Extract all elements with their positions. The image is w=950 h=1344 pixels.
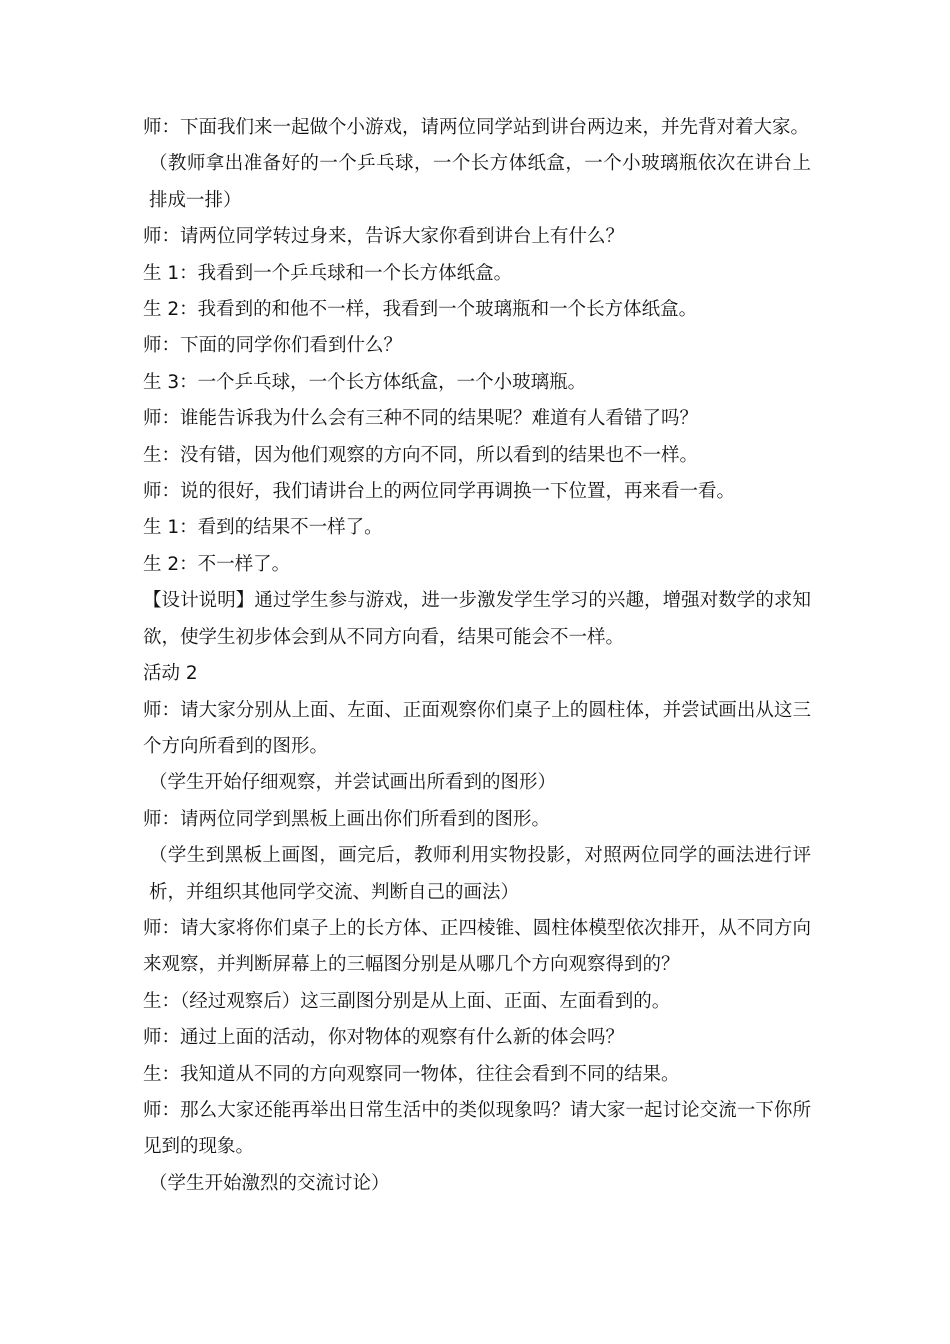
paragraph: 师：请两位同学转过身来，告诉大家你看到讲台上有什么？ xyxy=(143,226,625,248)
paragraph: 师：请两位同学到黑板上画出你们所看到的图形。 xyxy=(143,808,551,830)
paragraph: （学生开始仔细观察，并尝试画出所看到的图形） xyxy=(149,772,557,794)
lesson-transcript xyxy=(143,110,811,1202)
paragraph: （学生到黑板上画图，画完后，教师利用实物投影，对照两位同学的画法进行评析，并组织其他同学交流、判断自己的画法） xyxy=(149,845,811,903)
paragraph: （教师拿出准备好的一个乒乓球，一个长方体纸盒，一个小玻璃瓶依次在讲台上排成一排） xyxy=(149,153,811,211)
paragraph: 生：我知道从不同的方向观察同一物体，往往会看到不同的结果。 xyxy=(143,1063,680,1085)
paragraph: 师：请大家将你们桌子上的长方体、正四棱锥、圆柱体模型依次排开，从不同方向来观察，并判断屏幕上的三幅图分别是从哪几个方向观察得到的？ xyxy=(143,917,811,976)
design-note: 【设计说明】通过学生参与游戏，进一步激发学生学习的兴趣，增强对数学的求知欲，使学生初步体会到从不同方向看，结果可能会不一样。 xyxy=(143,590,811,648)
paragraph: 师：下面的同学你们看到什么？ xyxy=(143,335,403,357)
paragraph: 生：（经过观察后）这三副图分别是从上面、正面、左面看到的。 xyxy=(143,990,671,1012)
paragraph: 生：没有错，因为他们观察的方向不同，所以看到的结果也不一样。 xyxy=(143,444,699,466)
paragraph: 生 2：我看到的和他不一样，我看到一个玻璃瓶和一个长方体纸盒。 xyxy=(143,299,698,321)
paragraph: 师：下面我们来一起做个小游戏，请两位同学站到讲台两边来，并先背对着大家。 xyxy=(143,117,810,138)
paragraph: 生 2：不一样了。 xyxy=(143,553,291,575)
paragraph: 生 3：一个乒乓球，一个长方体纸盒，一个小玻璃瓶。 xyxy=(143,371,587,393)
paragraph: 生 1：我看到一个乒乓球和一个长方体纸盒。 xyxy=(143,262,513,284)
paragraph: 师：通过上面的活动，你对物体的观察有什么新的体会吗？ xyxy=(143,1027,625,1049)
paragraph: 生 1：看到的结果不一样了。 xyxy=(143,517,383,539)
section-heading: 活动 2 xyxy=(143,663,198,685)
paragraph: 师：那么大家还能再举出日常生活中的类似现象吗？请大家一起讨论交流一下你所见到的现象。 xyxy=(143,1099,811,1158)
paragraph: （学生开始激烈的交流讨论） xyxy=(149,1172,390,1194)
paragraph: 师：谁能告诉我为什么会有三种不同的结果呢？难道有人看错了吗？ xyxy=(143,408,699,430)
paragraph: 师：说的很好，我们请讲台上的两位同学再调换一下位置，再来看一看。 xyxy=(143,481,736,503)
paragraph: 师：请大家分别从上面、左面、正面观察你们桌子上的圆柱体，并尝试画出从这三个方向所看到的图形。 xyxy=(143,699,811,757)
